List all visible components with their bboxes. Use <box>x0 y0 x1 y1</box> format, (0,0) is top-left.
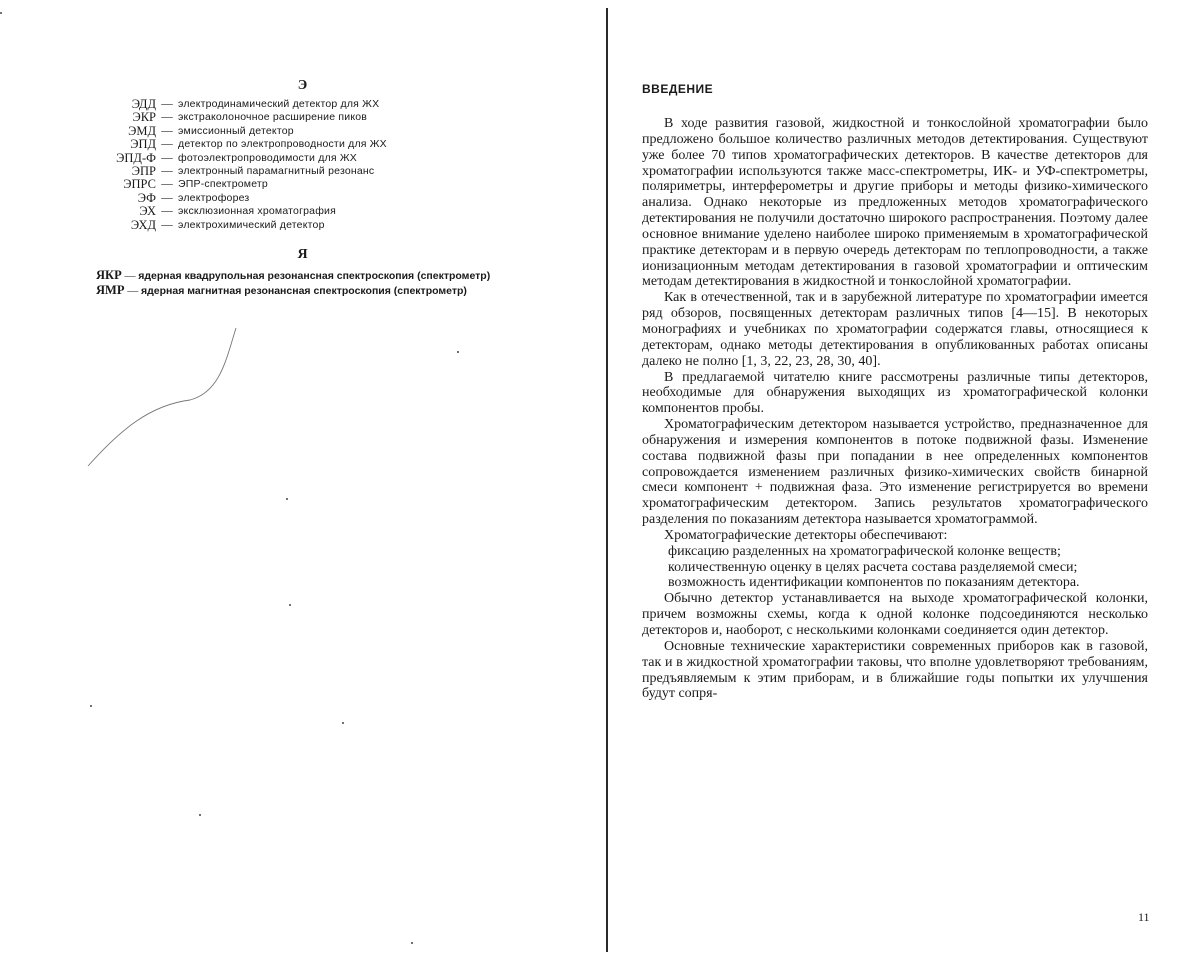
dash: — <box>161 98 173 110</box>
abbreviation: ЯКР <box>96 268 122 282</box>
abbreviation: ЭМД <box>128 123 156 138</box>
definition: ядерная магнитная резонансная спектроскопия (спектрометр) <box>140 285 467 297</box>
definition: ядерная квадрупольная резонансная спектроскопия (спектрометр) <box>138 270 491 282</box>
dash: — <box>161 218 173 231</box>
paragraph: Как в отечественной, так и в зарубежной литературе по хроматографии имеется ряд обзоров, посвященных детекторам различных типов [4—15]. В некоторых монографиях и учебниках по хроматографии содержатся главы, относящиеся к детекторам, однако методы детектирования в опубликованных работах описаны далеко не полно [1, 3, 22, 23, 28, 30, 40]. <box>642 290 1148 369</box>
list-item: фиксацию разделенных на хроматографической колонке веществ; <box>668 543 1061 559</box>
paragraph: Обычно детектор устанавливается на выходе хроматографической колонки, причем возможны схемы, когда к одной колонке подсоединяются несколько детекторов и, наоборот, с несколькими колонками соединяется один детектор. <box>642 591 1148 638</box>
scan-speck <box>411 942 413 944</box>
section-e-heading: Э <box>297 78 308 93</box>
dash: — <box>161 178 173 191</box>
abbreviation: ЭКР <box>132 110 156 125</box>
definition: электрохимический детектор <box>178 218 325 231</box>
right-page <box>612 0 1200 956</box>
dash: — <box>161 111 173 124</box>
scan-speck <box>90 705 92 707</box>
dash: — <box>161 124 173 137</box>
list-item: возможность идентификации компонентов по показаниям детектора. <box>668 575 1080 591</box>
scan-speck <box>286 498 288 500</box>
body-text <box>642 116 1148 702</box>
abbreviation: ЭХ <box>139 204 156 219</box>
paragraph: В ходе развития газовой, жидкостной и тонкослойной хроматографии было предложено большое количество различных методов детектирования. Существуют уже более 70 типов хроматографических детекторов. В качестве детекторов для хроматографии используются также масс-спектрометры, ИК- и УФ-спектрометры, поляриметры, интерферометры и другие приборы и методы физико-химического анализа. Однако некоторые из предложенных методов хроматографического детектирования не получили достаточно широкого распространения. Поэтому далее основное внимание уделено наиболее широко применяемым в хроматографической практике детекторам и в первую очередь детекторам по теплопроводности, а также ионизационным методам детектирования в газовой хроматографии и оптическим методам детектирования в жидкостной и тонкослойной хроматографии. <box>642 116 1148 290</box>
scan-speck <box>199 814 201 816</box>
paragraph: Хроматографические детекторы обеспечивают: <box>664 527 948 543</box>
section-ya-heading: Я <box>297 247 308 262</box>
dash: — <box>161 191 173 204</box>
paragraph: В предлагаемой читателю книге рассмотрены различные типы детекторов, необходимые для обнаружения выходящих из хроматографической колонки компонентов пробы. <box>642 369 1148 417</box>
scan-speck <box>289 604 291 606</box>
dash: — <box>161 205 173 218</box>
scan-speck <box>342 722 344 724</box>
dash: — <box>161 138 173 151</box>
abbreviation: ЭПР <box>131 164 156 179</box>
section-title: ВВЕДЕНИЕ <box>642 82 714 96</box>
definition: детектор по электропроводности для ЖХ <box>178 138 387 151</box>
page-number: 11 <box>1138 910 1150 924</box>
dash: — <box>161 151 173 164</box>
abbreviation: ЯМР <box>96 283 125 297</box>
dash: — <box>161 165 173 178</box>
definition: экстраколоночное расширение пиков <box>178 111 368 124</box>
abbreviation: ЭДД <box>131 97 156 111</box>
definition: электронный парамагнитный резонанс <box>178 165 375 178</box>
scan-speck <box>457 351 459 353</box>
list-item: количественную оценку в целях расчета состава разделяемой смеси; <box>668 559 1078 575</box>
definition: эксклюзионная хроматография <box>178 205 336 218</box>
abbreviation: ЭФ <box>137 190 156 205</box>
page-gutter <box>606 8 608 952</box>
definition: эмиссионный детектор <box>178 124 294 137</box>
abbreviation: ЭПРС <box>123 177 156 192</box>
definition: фотоэлектропроводимости для ЖХ <box>178 151 357 164</box>
paragraph: Основные технические характеристики современных приборов как в газовой, так и в жидкостной хроматографии таковы, что вполне удовлетворяют требованиям, предъявляемым к этим приборам, и в ближайшие годы попытки их улучшения будут сопря- <box>642 638 1148 702</box>
definition: ЭПР-спектрометр <box>178 178 268 191</box>
dash: — <box>127 285 139 297</box>
definition: электродинамический детектор для ЖХ <box>178 98 380 110</box>
scan-speck <box>0 12 2 14</box>
abbreviation: ЭПД-Ф <box>116 150 156 165</box>
paragraph: Хроматографическим детектором называется устройство, предназначенное для обнаружения и измерения компонентов в потоке подвижной фазы. Изменение состава подвижной фазы при попадании в нее определенных компонентов сопровождается изменением различных физико-химических свойств бинарной смеси компонент + подвижная фаза. Это изменение регистрируется во времени хроматографическим детектором. Запись результатов хроматографического разделения по показаниям детектора называется хроматограммой. <box>642 417 1148 528</box>
abbreviation: ЭХД <box>130 217 156 232</box>
dash: — <box>124 270 136 282</box>
abbreviation: ЭПД <box>130 137 156 152</box>
definition: электрофорез <box>178 191 250 204</box>
